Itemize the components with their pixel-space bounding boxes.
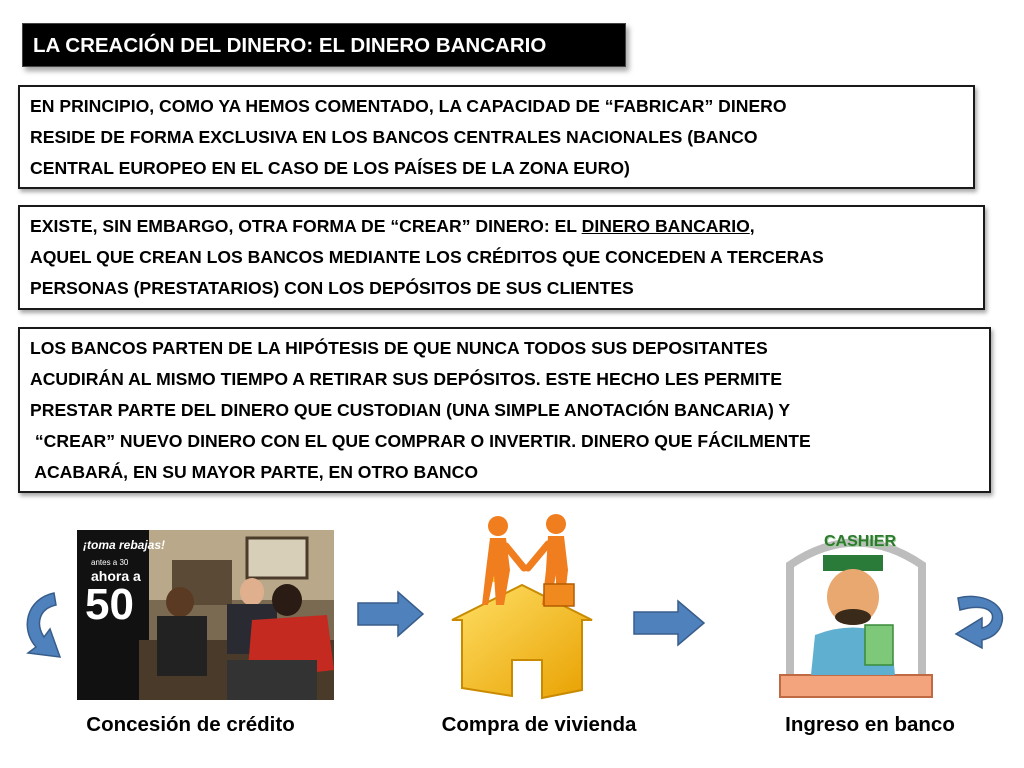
box2-line-2: AQUEL QUE CREAN LOS BANCOS MEDIANTE LOS CRÉDITOS QUE CONCEDEN A TERCERAS	[30, 247, 824, 267]
poster-headline: ¡toma rebajas!	[83, 538, 166, 552]
caption-credit: Concesión de crédito	[86, 713, 295, 736]
box3-line-4: “CREAR” NUEVO DINERO CON EL QUE COMPRAR O INVERTIR. DINERO QUE FÁCILMENTE	[30, 431, 811, 451]
caption-house-purchase: Compra de vivienda	[441, 713, 637, 736]
slide-title: LA CREACIÓN DEL DINERO: EL DINERO BANCARIO	[22, 23, 626, 67]
curved-arrow-right-icon	[952, 590, 1008, 650]
box1-line-3: CENTRAL EUROPEO EN EL CASO DE LOS PAÍSES DE LA ZONA EURO)	[30, 158, 630, 178]
caption-bank-deposit: Ingreso en banco	[785, 713, 955, 736]
box2-line-1	[30, 211, 973, 242]
cashier-sign: CASHIER	[823, 533, 896, 550]
box3-line-3: PRESTAR PARTE DEL DINERO QUE CUSTODIAN (UNA SIMPLE ANOTACIÓN BANCARIA) Y	[30, 400, 791, 420]
box2-line-1-end: ,	[749, 216, 755, 236]
poster-before-price: antes a 30	[91, 558, 129, 567]
text-box-bank-money	[18, 205, 985, 310]
loan-signing-photo	[77, 530, 334, 700]
box1-line-1: EN PRINCIPIO, COMO YA HEMOS COMENTADO, LA CAPACIDAD DE “FABRICAR” DINERO	[30, 96, 787, 116]
curved-arrow-left-icon	[14, 585, 66, 667]
box2-line-3: PERSONAS (PRESTATARIOS) CON LOS DEPÓSITOS DE SUS CLIENTES	[30, 278, 634, 298]
box2-line-1-start: EXISTE, SIN EMBARGO, OTRA FORMA DE “CREAR” DINERO: EL	[30, 216, 582, 236]
box3-line-2: ACUDIRÁN AL MISMO TIEMPO A RETIRAR SUS DEPÓSITOS. ESTE HECHO LES PERMITE	[30, 369, 783, 389]
text-box-hypothesis	[18, 327, 991, 493]
box3-line-1: LOS BANCOS PARTEN DE LA HIPÓTESIS DE QUE NUNCA TODOS SUS DEPOSITANTES	[30, 338, 768, 358]
box3-line-5: ACABARÁ, EN SU MAYOR PARTE, EN OTRO BANCO	[30, 462, 479, 482]
poster-now-label: ahora a	[91, 568, 141, 584]
box1-line-2: RESIDE DE FORMA EXCLUSIVA EN LOS BANCOS CENTRALES NACIONALES (BANCO	[30, 127, 758, 147]
handshake-house-icon	[432, 510, 612, 700]
right-arrow-icon	[356, 589, 426, 639]
cashier-drawing	[745, 525, 967, 700]
text-box-central-banks	[18, 85, 975, 189]
underlined-term: DINERO BANCARIO	[581, 216, 750, 236]
poster-price: 50	[85, 580, 134, 629]
cashier-icon	[745, 525, 967, 700]
right-arrow-icon	[632, 598, 707, 648]
